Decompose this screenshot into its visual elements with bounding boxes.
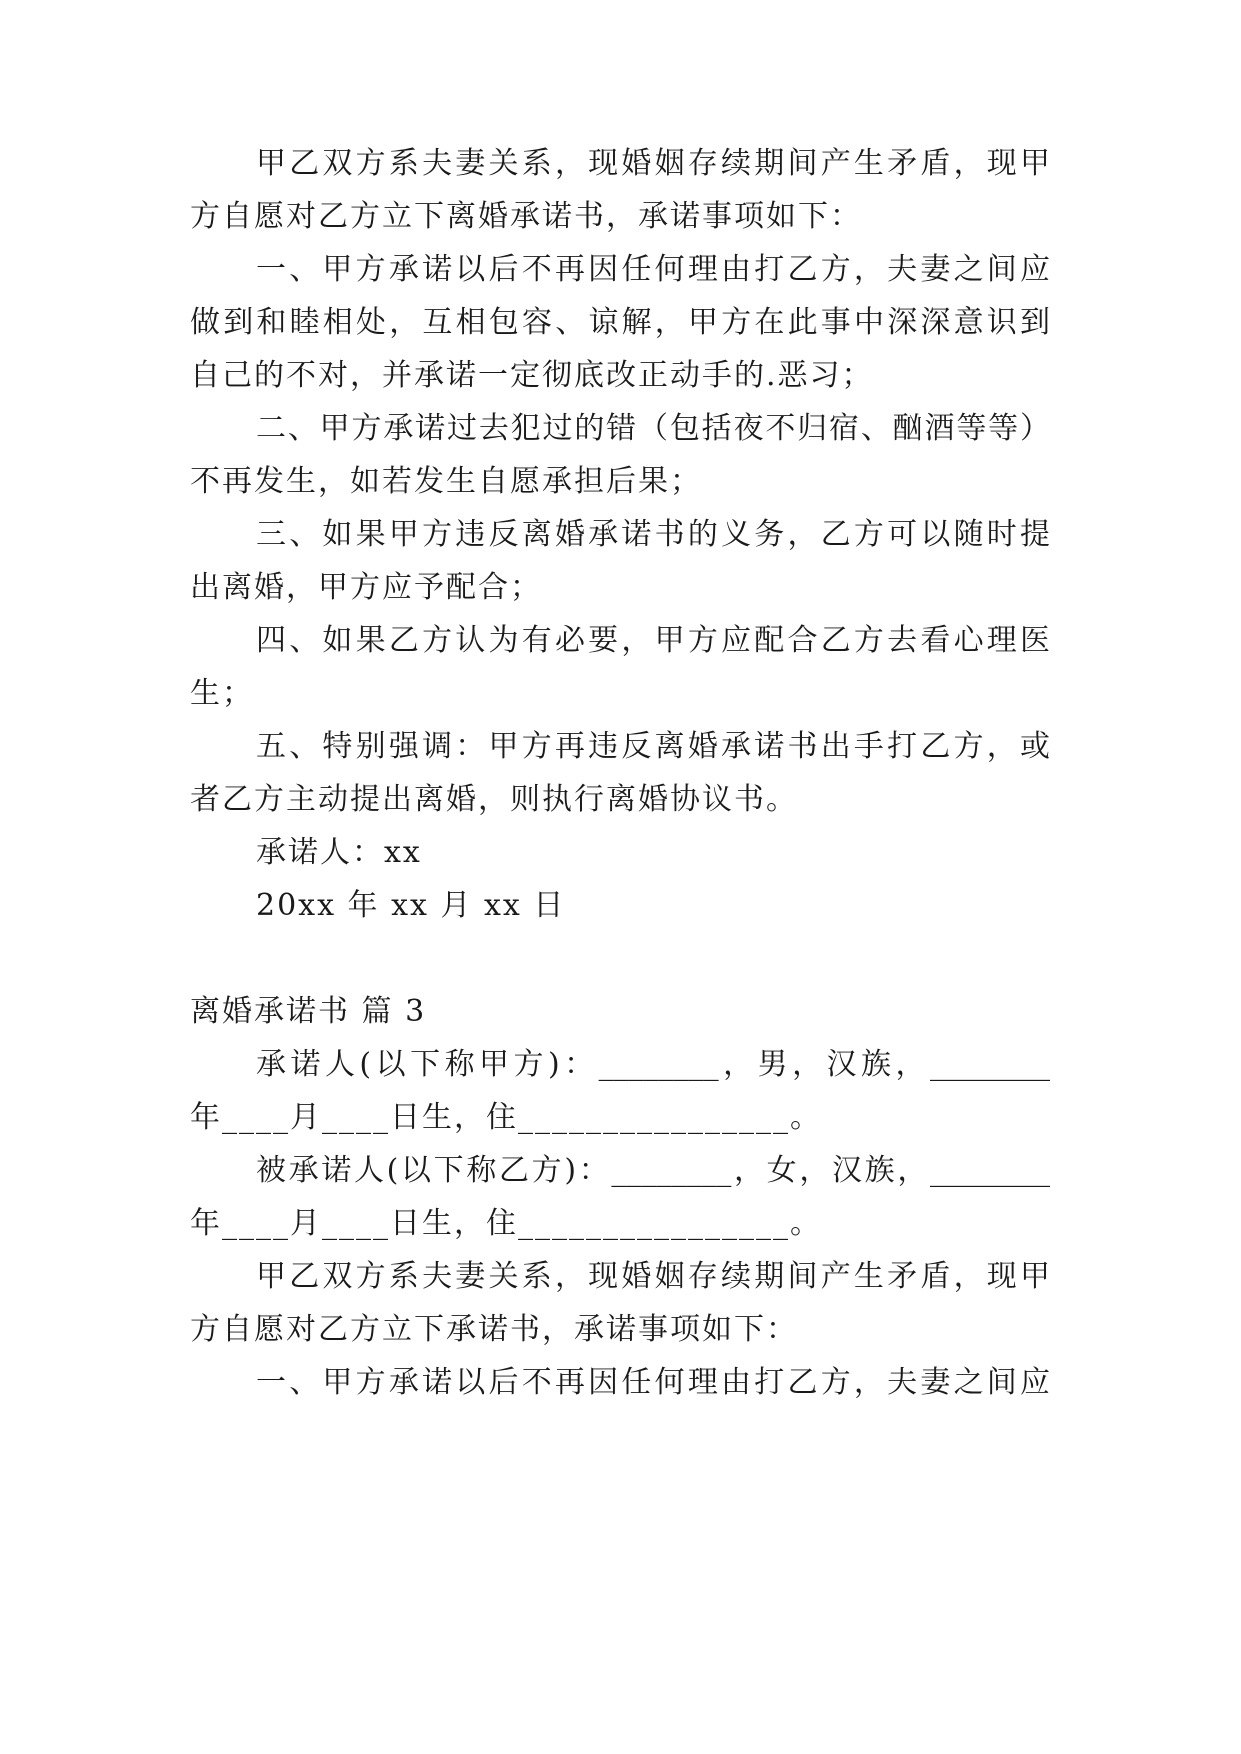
paragraph-line: 甲乙双方系夫妻关系，现婚姻存续期间产生矛盾，现甲 bbox=[256, 146, 1050, 181]
party-a-line: 承诺人(以下称甲方)：________，男，汉族，________ bbox=[256, 1047, 1050, 1082]
paragraph-line: 方自愿对乙方立下承诺书，承诺事项如下： bbox=[190, 1312, 798, 1347]
paragraph-line: 者乙方主动提出离婚，则执行离婚协议书。 bbox=[190, 782, 798, 817]
party-b-line: 年____月____日生，住________________。 bbox=[190, 1206, 822, 1241]
paragraph-line: 生； bbox=[190, 676, 254, 711]
paragraph-line: 五、特别强调：甲方再违反离婚承诺书出手打乙方，或 bbox=[256, 729, 1050, 764]
paragraph-line: 一、甲方承诺以后不再因任何理由打乙方，夫妻之间应 bbox=[256, 252, 1050, 287]
paragraph-line: 做到和睦相处，互相包容、谅解，甲方在此事中深深意识到 bbox=[190, 305, 1050, 340]
paragraph-line: 方自愿对乙方立下离婚承诺书，承诺事项如下： bbox=[190, 199, 862, 234]
paragraph-line: 甲乙双方系夫妻关系，现婚姻存续期间产生矛盾，现甲 bbox=[256, 1259, 1050, 1294]
party-b-line: 被承诺人(以下称乙方)：________，女，汉族，________ bbox=[256, 1153, 1050, 1188]
signer-line: 承诺人：xx bbox=[256, 835, 422, 870]
party-a-line: 年____月____日生，住________________。 bbox=[190, 1100, 822, 1135]
paragraph-line: 出离婚，甲方应予配合； bbox=[190, 570, 542, 605]
paragraph-line: 四、如果乙方认为有必要，甲方应配合乙方去看心理医 bbox=[256, 623, 1050, 658]
section-title: 离婚承诺书 篇 3 bbox=[190, 994, 427, 1029]
paragraph-line: 不再发生，如若发生自愿承担后果； bbox=[190, 464, 702, 499]
paragraph-line: 二、甲方承诺过去犯过的错（包括夜不归宿、酗酒等等） bbox=[256, 411, 1050, 446]
date-line: 20xx 年 xx 月 xx 日 bbox=[256, 888, 566, 923]
paragraph-line: 三、如果甲方违反离婚承诺书的义务，乙方可以随时提 bbox=[256, 517, 1050, 552]
paragraph-line: 自己的不对，并承诺一定彻底改正动手的.恶习； bbox=[190, 358, 874, 393]
paragraph-line: 一、甲方承诺以后不再因任何理由打乙方，夫妻之间应 bbox=[256, 1365, 1050, 1400]
